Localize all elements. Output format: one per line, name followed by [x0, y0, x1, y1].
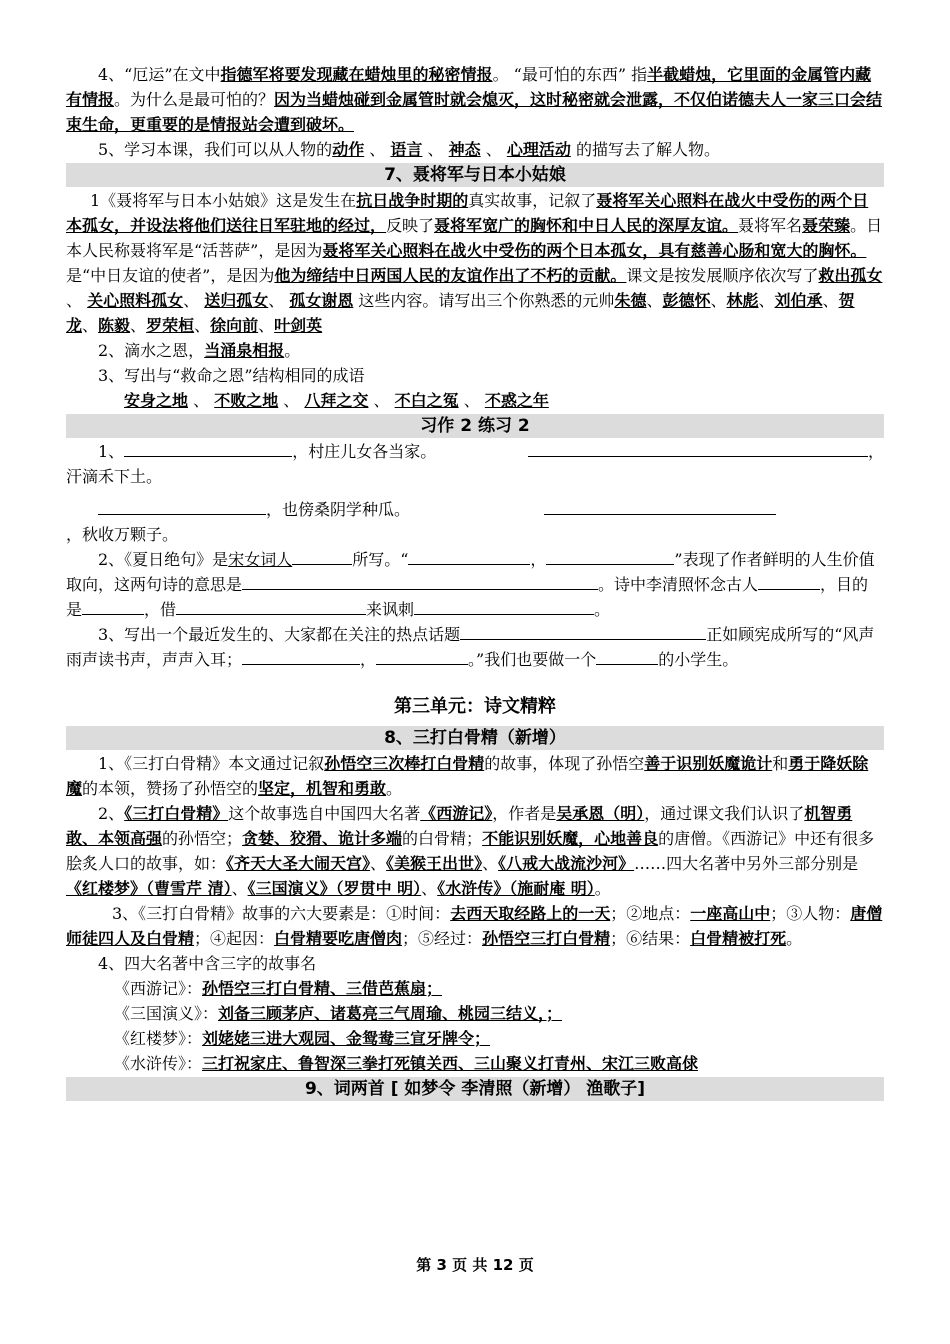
list-item: 《红楼梦》：刘姥姥三进大观园、金鸳鸯三宣牙牌令；: [114, 1029, 491, 1048]
lesson-9-title: 9、词两首 [ 如梦令 李清照（新增） 渔歌子]: [66, 1077, 884, 1101]
exercise-2-title: 习作 2 练习 2: [66, 414, 884, 438]
exercise-2-q1-line1: 1、 ，村庄儿女各当家。 ，: [98, 442, 884, 461]
exercise-2-q1-line2: 汗滴禾下土。: [66, 467, 163, 486]
lesson-8-paragraph-2: 2、《三打白骨精》这个故事选自中国四大名著《西游记》，作者是吴承恩（明），通过课文我们认识了机智勇敢、本领高强的孙悟空；贪婪、狡猾、诡计多端的白骨精；不能识别妖魔，心地善良的唐僧。《西游记》中还有很多脍炙人口的故事，如：《齐天大圣大闹天宫》、《美猴王出世》、《八戒大战流沙河》……四大名著中另外三部分别是《红楼梦》（曹雪芹 清）、《三国演义》（罗贯中 明）、《水浒传》（施耐庵 明）。: [66, 804, 875, 898]
lesson-7-question-2: 2、滴水之恩，当涌泉相报。: [98, 341, 301, 360]
lesson-8-paragraph-3: 3、《三打白骨精》故事的六大要素是：①时间：去西天取经路上的一天；②地点：一座高山中；③人物：唐僧师徒四人及白骨精；④起因：白骨精要吃唐僧肉；⑤经过：孙悟空三打白骨精；⑥结果：白骨精被打死。: [66, 904, 883, 948]
lesson-7-question-3: 3、写出与“救命之恩”结构相同的成语: [98, 366, 365, 385]
lesson-8-question-4: 4、四大名著中含三字的故事名: [98, 954, 317, 973]
lesson-8-title: 8、三打白骨精（新增）: [66, 726, 884, 750]
lesson-7-paragraph-1: 1《聂将军与日本小姑娘》这是发生在抗日战争时期的真实故事，记叙了聂将军关心照料在战火中受伤的两个日本孤女，并设法将他们送往日军驻地的经过，反映了聂将军宽广的胸怀和中日人民的深厚友谊。聂将军名聂荣臻。日本人民称聂将军是“活菩萨”，是因为聂将军关心照料在战火中受伤的两个日本孤女，具有慈善心肠和宽大的胸怀。是“中日友谊的使者”，是因为他为缔结中日两国人民的友谊作出了不朽的贡献。课文是按发展顺序依次写了救出孤女 、 关心照料孤女、 送归孤女、 孤女谢恩 这些内容。请写出三个你熟悉的元帅朱德、彭德怀、林彪、刘伯承、贺龙、陈毅、罗荣桓、徐向前、叶剑英: [66, 191, 883, 335]
question-4: 4、“厄运”在文中指德军将要发现藏在蜡烛里的秘密情报。 “最可怕的东西” 指半截蜡烛，它里面的金属管内藏有情报。为什么是最可怕的？因为当蜡烛碰到金属管时就会熄灭，这时秘密就会泄露，不仅伯诺德夫人一家三口会结束生命，更重要的是情报站会遭到破坏。: [66, 65, 883, 134]
exercise-2-q1-line4: ，秋收万颗子。: [66, 525, 179, 544]
exercise-2-question-3: 3、写出一个最近发生的、大家都在关注的热点话题 正如顾宪成所写的“风声雨声读书声，声声入耳； ， 。”我们也要做一个 的小学生。: [66, 625, 875, 669]
lesson-7-title: 7、聂将军与日本小姑娘: [66, 163, 884, 187]
exercise-2-q1-line3: ，也傍桑阴学种瓜。: [66, 497, 884, 522]
classics-story-list: [66, 976, 884, 1076]
list-item: 《三国演义》：刘备三顾茅庐、诸葛亮三气周瑜、桃园三结义，；: [114, 1004, 563, 1023]
exercise-2-question-2: 2、《夏日绝句》是宋女词人 所写。“ ， ”表现了作者鲜明的人生价值取向，这两句诗的意思是 。诗中李清照怀念古人 ，目的是 ，借 来讽刺 。: [66, 550, 875, 619]
list-item: 《西游记》：孙悟空三打白骨精、三借芭蕉扇；: [114, 979, 443, 998]
unit-3-heading: 第三单元：诗文精粹: [394, 696, 556, 717]
page-footer: 第 3 页 共 12 页: [416, 1256, 534, 1274]
lesson-8-paragraph-1: 1、《三打白骨精》本文通过记叙孙悟空三次棒打白骨精的故事，体现了孙悟空善于识别妖魔诡计和勇于降妖除魔的本领，赞扬了孙悟空的坚定，机智和勇敢。: [66, 754, 869, 798]
question-5: 5、学习本课，我们可以从人物的动作 、 语言 、 神态 、 心理活动 的描写去了解人物。: [98, 140, 720, 159]
idiom-list: 安身之地 、 不败之地 、 八拜之交 、 不白之冤 、 不惑之年: [124, 391, 549, 410]
list-item: 《水浒传》：三打祝家庄、鲁智深三拳打死镇关西、三山聚义打青州、宋江三败高俅: [114, 1054, 699, 1073]
